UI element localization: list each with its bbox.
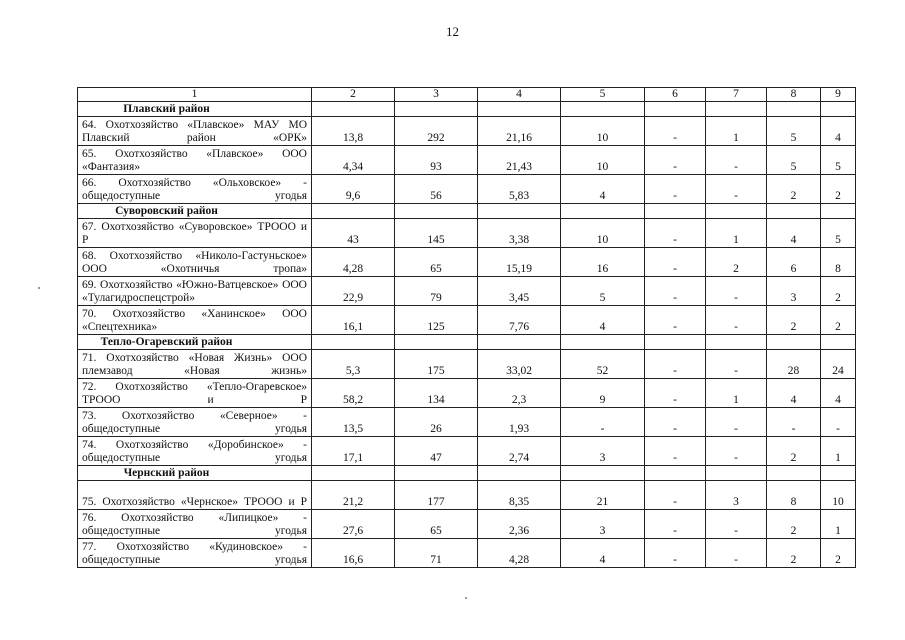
value-cell: 5,3	[312, 350, 395, 379]
empty-cell	[395, 204, 478, 219]
value-cell: 4	[821, 379, 856, 408]
empty-cell	[821, 102, 856, 117]
value-cell: 9	[561, 379, 645, 408]
empty-cell	[312, 102, 395, 117]
value-cell: 2	[821, 539, 856, 568]
value-cell: 145	[395, 219, 478, 248]
empty-cell	[561, 102, 645, 117]
table-row	[78, 117, 856, 146]
value-cell: 10	[561, 219, 645, 248]
value-cell: 2	[767, 437, 821, 466]
scan-speck	[38, 287, 40, 289]
scan-speck	[465, 597, 467, 599]
value-cell: 4,34	[312, 146, 395, 175]
value-cell: 65	[395, 510, 478, 539]
value-cell: 4	[561, 306, 645, 335]
hunting-ground-name: 77. Охотхозяйство «Кудиновское» - общедоступные угодья	[78, 539, 312, 568]
empty-cell	[706, 102, 767, 117]
hunting-ground-name: 68. Охотхозяйство «Николо-Гастуньское» ООО «Охотничья тропа»	[78, 248, 312, 277]
value-cell: 16,6	[312, 539, 395, 568]
table-row	[78, 408, 856, 437]
column-header: 6	[645, 88, 706, 102]
value-cell: -	[645, 248, 706, 277]
empty-cell	[478, 466, 561, 481]
value-cell: 22,9	[312, 277, 395, 306]
value-cell: 33,02	[478, 350, 561, 379]
value-cell: 79	[395, 277, 478, 306]
value-cell: 6	[767, 248, 821, 277]
value-cell: 26	[395, 408, 478, 437]
value-cell: 8	[767, 481, 821, 510]
value-cell: 125	[395, 306, 478, 335]
value-cell: 10	[561, 146, 645, 175]
empty-cell	[767, 102, 821, 117]
table-row	[78, 248, 856, 277]
column-header: 3	[395, 88, 478, 102]
value-cell: 177	[395, 481, 478, 510]
value-cell: 2,3	[478, 379, 561, 408]
value-cell: 1	[821, 510, 856, 539]
value-cell: -	[706, 510, 767, 539]
value-cell: 1	[706, 219, 767, 248]
empty-cell	[645, 102, 706, 117]
value-cell: 2	[767, 539, 821, 568]
column-header: 7	[706, 88, 767, 102]
table-row	[78, 175, 856, 204]
value-cell: -	[645, 117, 706, 146]
hunting-ground-name: 65. Охотхозяйство «Плавское» ООО «Фантазия»	[78, 146, 312, 175]
empty-cell	[395, 335, 478, 350]
value-cell: 3	[706, 481, 767, 510]
value-cell: -	[645, 437, 706, 466]
column-header: 4	[478, 88, 561, 102]
value-cell: 3,45	[478, 277, 561, 306]
district-name: Суворовский район	[78, 204, 312, 219]
value-cell: 4	[767, 219, 821, 248]
hunting-ground-name: 66. Охотхозяйство «Ольховское» - общедоступные угодья	[78, 175, 312, 204]
value-cell: 3	[561, 437, 645, 466]
district-header-row	[78, 102, 856, 117]
value-cell: 2	[821, 306, 856, 335]
value-cell: 15,19	[478, 248, 561, 277]
value-cell: -	[645, 408, 706, 437]
hunting-ground-name: 67. Охотхозяйство «Суворовское» ТРООО и Р	[78, 219, 312, 248]
value-cell: 1	[821, 437, 856, 466]
value-cell: 10	[561, 117, 645, 146]
value-cell: 65	[395, 248, 478, 277]
value-cell: 3,38	[478, 219, 561, 248]
hunting-grounds-table	[77, 87, 856, 568]
hunting-ground-name: 76. Охотхозяйство «Липицкое» - общедоступные угодья	[78, 510, 312, 539]
empty-cell	[645, 335, 706, 350]
empty-cell	[821, 204, 856, 219]
table-row	[78, 350, 856, 379]
value-cell: 5	[767, 146, 821, 175]
value-cell: -	[706, 277, 767, 306]
district-name: Чернский район	[78, 466, 312, 481]
value-cell: 28	[767, 350, 821, 379]
value-cell: 8,35	[478, 481, 561, 510]
value-cell: 4,28	[312, 248, 395, 277]
empty-cell	[312, 204, 395, 219]
value-cell: 5	[821, 146, 856, 175]
table-row	[78, 306, 856, 335]
value-cell: -	[645, 175, 706, 204]
value-cell: -	[821, 408, 856, 437]
value-cell: 292	[395, 117, 478, 146]
hunting-ground-name: 69. Охотхозяйство «Южно-Ватцевское» ООО «Тулагидроспецстрой»	[78, 277, 312, 306]
empty-cell	[767, 335, 821, 350]
district-name: Тепло-Огаревский район	[78, 335, 312, 350]
value-cell: 8	[821, 248, 856, 277]
hunting-ground-name: 72. Охотхозяйство «Тепло-Огаревское» ТРООО и Р	[78, 379, 312, 408]
value-cell: 58,2	[312, 379, 395, 408]
value-cell: 175	[395, 350, 478, 379]
table-row	[78, 510, 856, 539]
value-cell: 71	[395, 539, 478, 568]
value-cell: 2	[821, 277, 856, 306]
value-cell: 9,6	[312, 175, 395, 204]
column-header-row	[78, 88, 856, 102]
value-cell: -	[561, 408, 645, 437]
value-cell: 3	[561, 510, 645, 539]
value-cell: 4	[561, 175, 645, 204]
value-cell: 21,16	[478, 117, 561, 146]
value-cell: -	[645, 510, 706, 539]
value-cell: 1,93	[478, 408, 561, 437]
value-cell: 16,1	[312, 306, 395, 335]
district-header-row	[78, 204, 856, 219]
value-cell: -	[706, 146, 767, 175]
value-cell: 2	[706, 248, 767, 277]
column-header: 1	[78, 88, 312, 102]
value-cell: 27,6	[312, 510, 395, 539]
value-cell: 21,2	[312, 481, 395, 510]
value-cell: 1	[706, 117, 767, 146]
value-cell: -	[706, 175, 767, 204]
empty-cell	[312, 335, 395, 350]
value-cell: 21	[561, 481, 645, 510]
value-cell: 4	[821, 117, 856, 146]
value-cell: 5	[767, 117, 821, 146]
empty-cell	[767, 204, 821, 219]
table-row	[78, 219, 856, 248]
column-header: 9	[821, 88, 856, 102]
value-cell: -	[706, 539, 767, 568]
value-cell: 10	[821, 481, 856, 510]
empty-cell	[312, 466, 395, 481]
value-cell: -	[706, 350, 767, 379]
district-header-row	[78, 335, 856, 350]
table-row	[78, 539, 856, 568]
empty-cell	[561, 466, 645, 481]
value-cell: 4	[767, 379, 821, 408]
value-cell: 2,74	[478, 437, 561, 466]
value-cell: 1	[706, 379, 767, 408]
value-cell: 13,8	[312, 117, 395, 146]
empty-cell	[821, 335, 856, 350]
table-row	[78, 437, 856, 466]
empty-cell	[706, 204, 767, 219]
value-cell: 5	[821, 219, 856, 248]
value-cell: 21,43	[478, 146, 561, 175]
empty-cell	[561, 335, 645, 350]
value-cell: 43	[312, 219, 395, 248]
value-cell: -	[645, 379, 706, 408]
value-cell: 56	[395, 175, 478, 204]
hunting-ground-name: 73. Охотхозяйство «Северное» - общедоступные угодья	[78, 408, 312, 437]
value-cell: 16	[561, 248, 645, 277]
empty-cell	[706, 466, 767, 481]
value-cell: 5,83	[478, 175, 561, 204]
value-cell: 7,76	[478, 306, 561, 335]
value-cell: 2	[767, 510, 821, 539]
hunting-ground-name: 70. Охотхозяйство «Ханинское» ООО «Спецтехника»	[78, 306, 312, 335]
empty-cell	[478, 335, 561, 350]
hunting-ground-name: 64. Охотхозяйство «Плавское» МАУ МО Плавский район «ОРК»	[78, 117, 312, 146]
value-cell: -	[645, 146, 706, 175]
value-cell: 47	[395, 437, 478, 466]
value-cell: -	[645, 306, 706, 335]
value-cell: 93	[395, 146, 478, 175]
value-cell: -	[767, 408, 821, 437]
hunting-ground-name: 75. Охотхозяйство «Чернское» ТРООО и Р	[78, 481, 312, 510]
value-cell: -	[706, 306, 767, 335]
column-header: 5	[561, 88, 645, 102]
empty-cell	[645, 204, 706, 219]
value-cell: -	[645, 277, 706, 306]
empty-cell	[706, 335, 767, 350]
column-header: 2	[312, 88, 395, 102]
value-cell: -	[645, 350, 706, 379]
value-cell: 3	[767, 277, 821, 306]
value-cell: 17,1	[312, 437, 395, 466]
empty-cell	[767, 466, 821, 481]
empty-cell	[478, 102, 561, 117]
value-cell: 134	[395, 379, 478, 408]
value-cell: 13,5	[312, 408, 395, 437]
value-cell: 5	[561, 277, 645, 306]
value-cell: 52	[561, 350, 645, 379]
page-number: 12	[446, 24, 459, 39]
value-cell: -	[645, 481, 706, 510]
value-cell: 4,28	[478, 539, 561, 568]
table-body	[78, 88, 856, 568]
hunting-ground-name: 74. Охотхозяйство «Доробинское» - общедоступные угодья	[78, 437, 312, 466]
empty-cell	[395, 466, 478, 481]
empty-cell	[395, 102, 478, 117]
hunting-ground-name: 71. Охотхозяйство «Новая Жизнь» ООО племзавод «Новая жизнь»	[78, 350, 312, 379]
empty-cell	[645, 466, 706, 481]
value-cell: -	[645, 539, 706, 568]
value-cell: -	[706, 437, 767, 466]
table-row	[78, 481, 856, 510]
value-cell: 2	[821, 175, 856, 204]
table-row	[78, 146, 856, 175]
district-header-row	[78, 466, 856, 481]
empty-cell	[478, 204, 561, 219]
value-cell: 2	[767, 306, 821, 335]
value-cell: 2	[767, 175, 821, 204]
value-cell: 4	[561, 539, 645, 568]
district-name: Плавский район	[78, 102, 312, 117]
value-cell: 24	[821, 350, 856, 379]
table-row	[78, 379, 856, 408]
value-cell: -	[645, 219, 706, 248]
empty-cell	[821, 466, 856, 481]
table-row	[78, 277, 856, 306]
value-cell: 2,36	[478, 510, 561, 539]
column-header: 8	[767, 88, 821, 102]
value-cell: -	[706, 408, 767, 437]
empty-cell	[561, 204, 645, 219]
